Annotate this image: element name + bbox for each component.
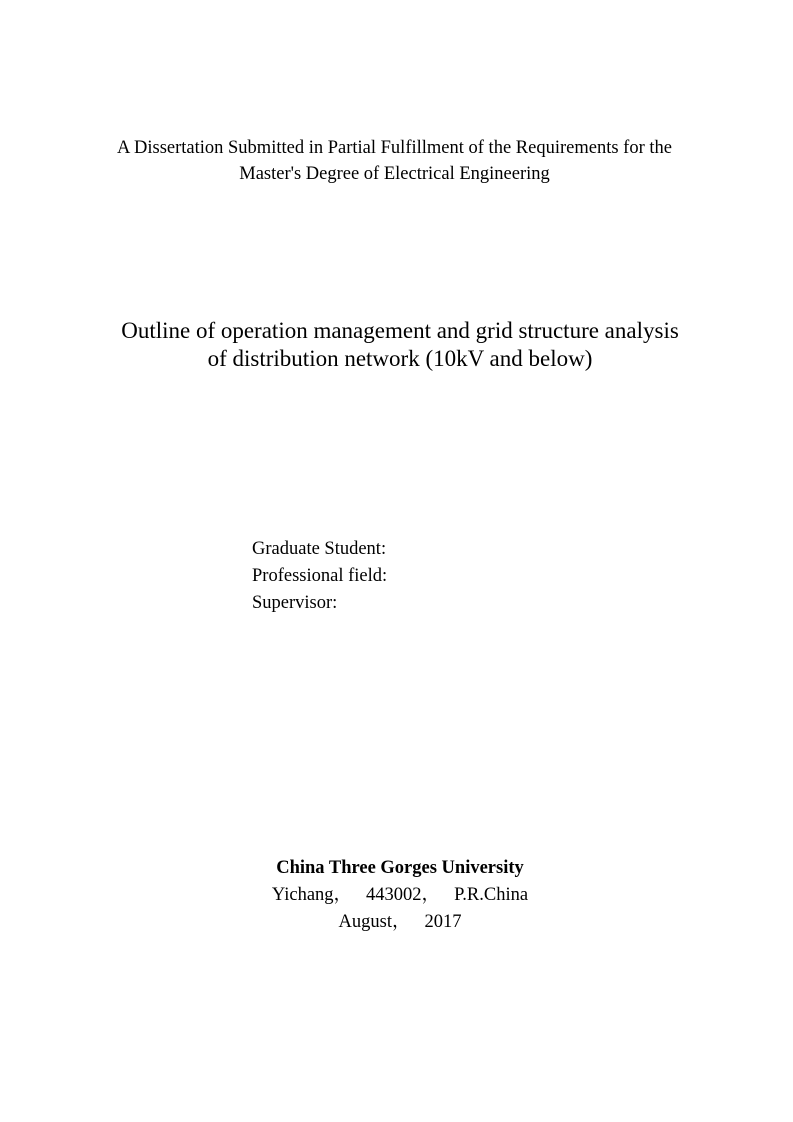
city: Yichang， <box>271 885 353 905</box>
postcode: 443002， <box>366 885 441 905</box>
submission-statement <box>0 135 789 187</box>
professional-field-label: Professional field: <box>252 566 388 586</box>
date-line <box>0 909 793 936</box>
institution-block <box>0 855 793 936</box>
author-fields <box>252 536 387 617</box>
address-line <box>0 882 793 909</box>
graduate-student-label: Graduate Student: <box>252 539 387 559</box>
title-line-1: Outline of operation management and grid structure analysis <box>121 318 679 343</box>
year: 2017 <box>424 912 462 932</box>
country: P.R.China <box>454 885 529 905</box>
title-line-2: of distribution network (10kV and below) <box>207 346 593 371</box>
submission-line-1: A Dissertation Submitted in Partial Fulfillment of the Requirements for the <box>117 138 672 158</box>
dissertation-title <box>0 317 793 373</box>
university-name: China Three Gorges University <box>276 858 524 878</box>
supervisor-label: Supervisor: <box>252 593 338 613</box>
month: August， <box>338 912 411 932</box>
submission-line-2: Master's Degree of Electrical Engineering <box>239 164 550 184</box>
